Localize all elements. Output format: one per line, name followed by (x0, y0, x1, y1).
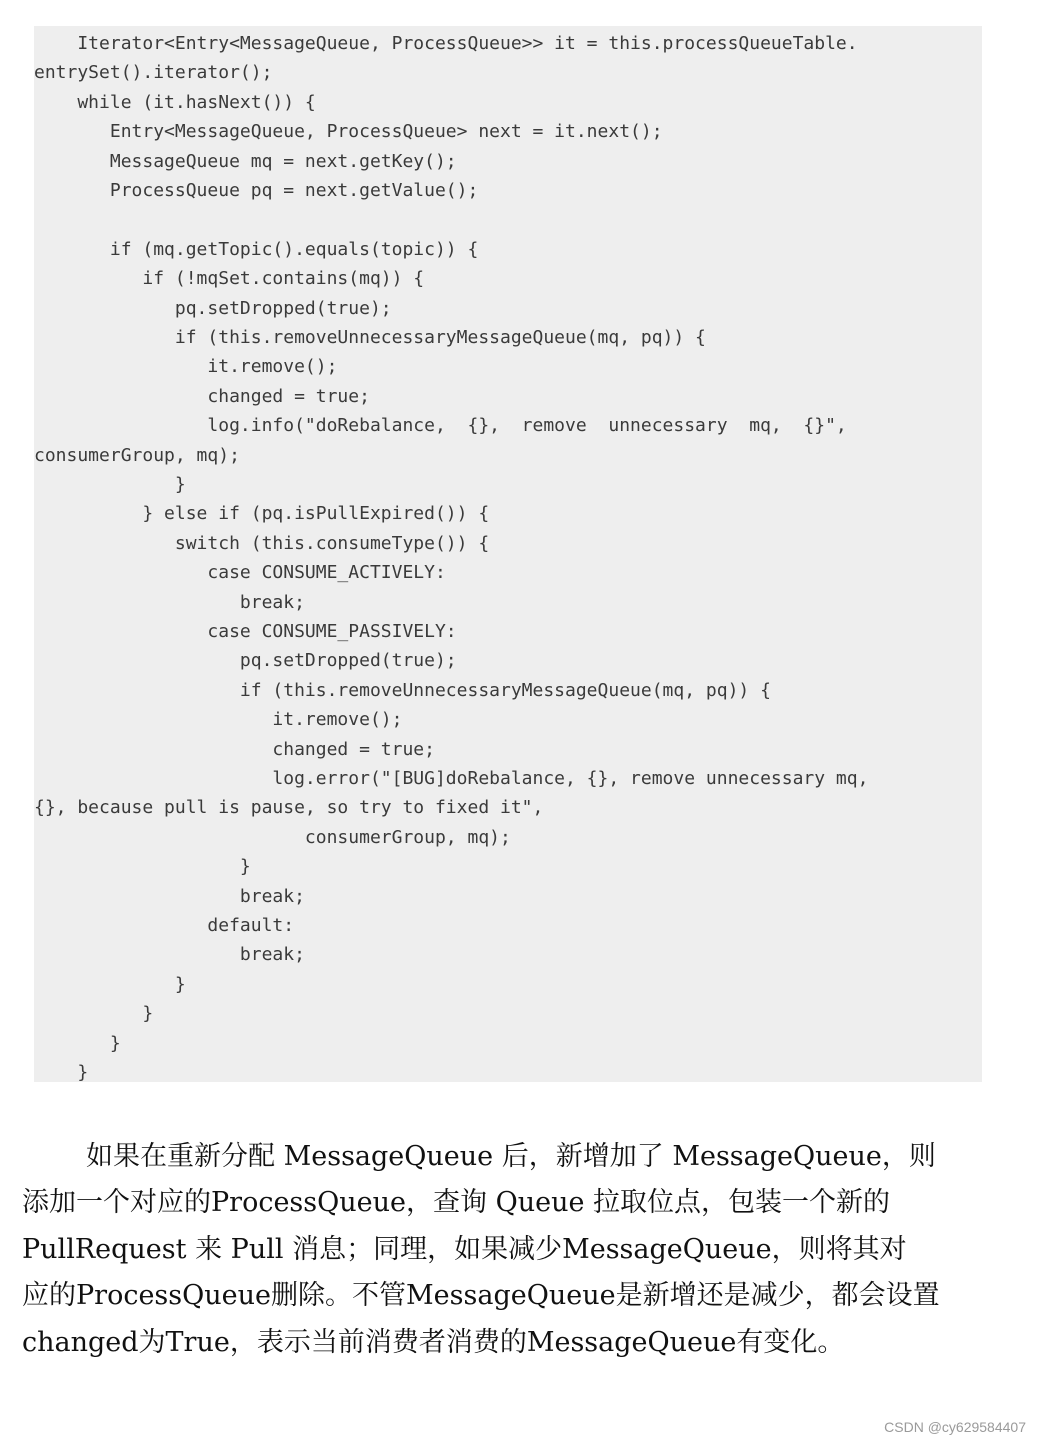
paragraph-line: 应的ProcessQueue删除。不管MessageQueue是新增还是减少，都会设置 (22, 1280, 940, 1312)
code-line: it.remove(); (34, 356, 338, 378)
code-line: if (this.removeUnnecessaryMessageQueue(mq, pq)) { (34, 679, 771, 701)
code-line: log.info("doRebalance, {}, remove unnecessary mq, {}", (34, 415, 847, 437)
code-line: if (mq.getTopic().equals(topic)) { (34, 238, 479, 260)
code-line: Iterator<Entry<MessageQueue, ProcessQueue>> it = this.processQueueTable. (34, 33, 858, 54)
code-block (34, 26, 982, 1082)
code-line: } (34, 1032, 121, 1054)
code-line: break; (34, 944, 305, 966)
code-line: it.remove(); (34, 709, 403, 731)
code-line: } (34, 1062, 89, 1083)
code-line: pq.setDropped(true); (34, 297, 392, 319)
code-line: if (!mqSet.contains(mq)) { (34, 268, 425, 290)
code-line: } (34, 474, 186, 495)
watermark: CSDN @cy629584407 (884, 1419, 1026, 1435)
code-line: break; (34, 885, 305, 907)
code-line: pq.setDropped(true); (34, 650, 457, 672)
code-line: consumerGroup, mq); (34, 826, 511, 848)
code-line: MessageQueue mq = next.getKey(); (34, 150, 457, 172)
code-line: switch (this.consumeType()) { (34, 532, 490, 554)
code-line: changed = true; (34, 738, 435, 760)
code-line: log.error("[BUG]doRebalance, {}, remove unnecessary mq, (34, 768, 869, 789)
paragraph-line: 添加一个对应的ProcessQueue，查询 Queue 拉取位点，包装一个新的 (22, 1187, 891, 1219)
code-line: if (this.removeUnnecessaryMessageQueue(mq, pq)) { (34, 327, 706, 348)
code-line: consumerGroup, mq); (34, 444, 240, 466)
code-line: while (it.hasNext()) { (34, 91, 316, 113)
paragraph-line: changed为True，表示当前消费者消费的MessageQueue有变化。 (22, 1326, 845, 1358)
code-line: Entry<MessageQueue, ProcessQueue> next = it.next(); (34, 121, 663, 143)
code-line: } else if (pq.isPullExpired()) { (34, 503, 490, 525)
code-line: break; (34, 591, 305, 613)
code-line: {}, because pull is pause, so try to fixed it", (34, 797, 544, 819)
code-line: default: (34, 915, 295, 936)
code-line: case CONSUME_ACTIVELY: (34, 562, 446, 584)
paragraph-line: 如果在重新分配 MessageQueue 后，新增加了 MessageQueue，则 (86, 1141, 936, 1172)
body-paragraph (22, 1134, 982, 1366)
code-line: } (34, 856, 251, 878)
code-line: entrySet().iterator(); (34, 62, 273, 84)
code-line: changed = true; (34, 385, 370, 407)
code-line: } (34, 1003, 154, 1025)
code-line: } (34, 973, 186, 995)
code-line: ProcessQueue pq = next.getValue(); (34, 180, 479, 201)
code-line: case CONSUME_PASSIVELY: (34, 621, 457, 642)
paragraph-line: PullRequest 来 Pull 消息；同理，如果减少MessageQueue，则将其对 (22, 1233, 907, 1265)
